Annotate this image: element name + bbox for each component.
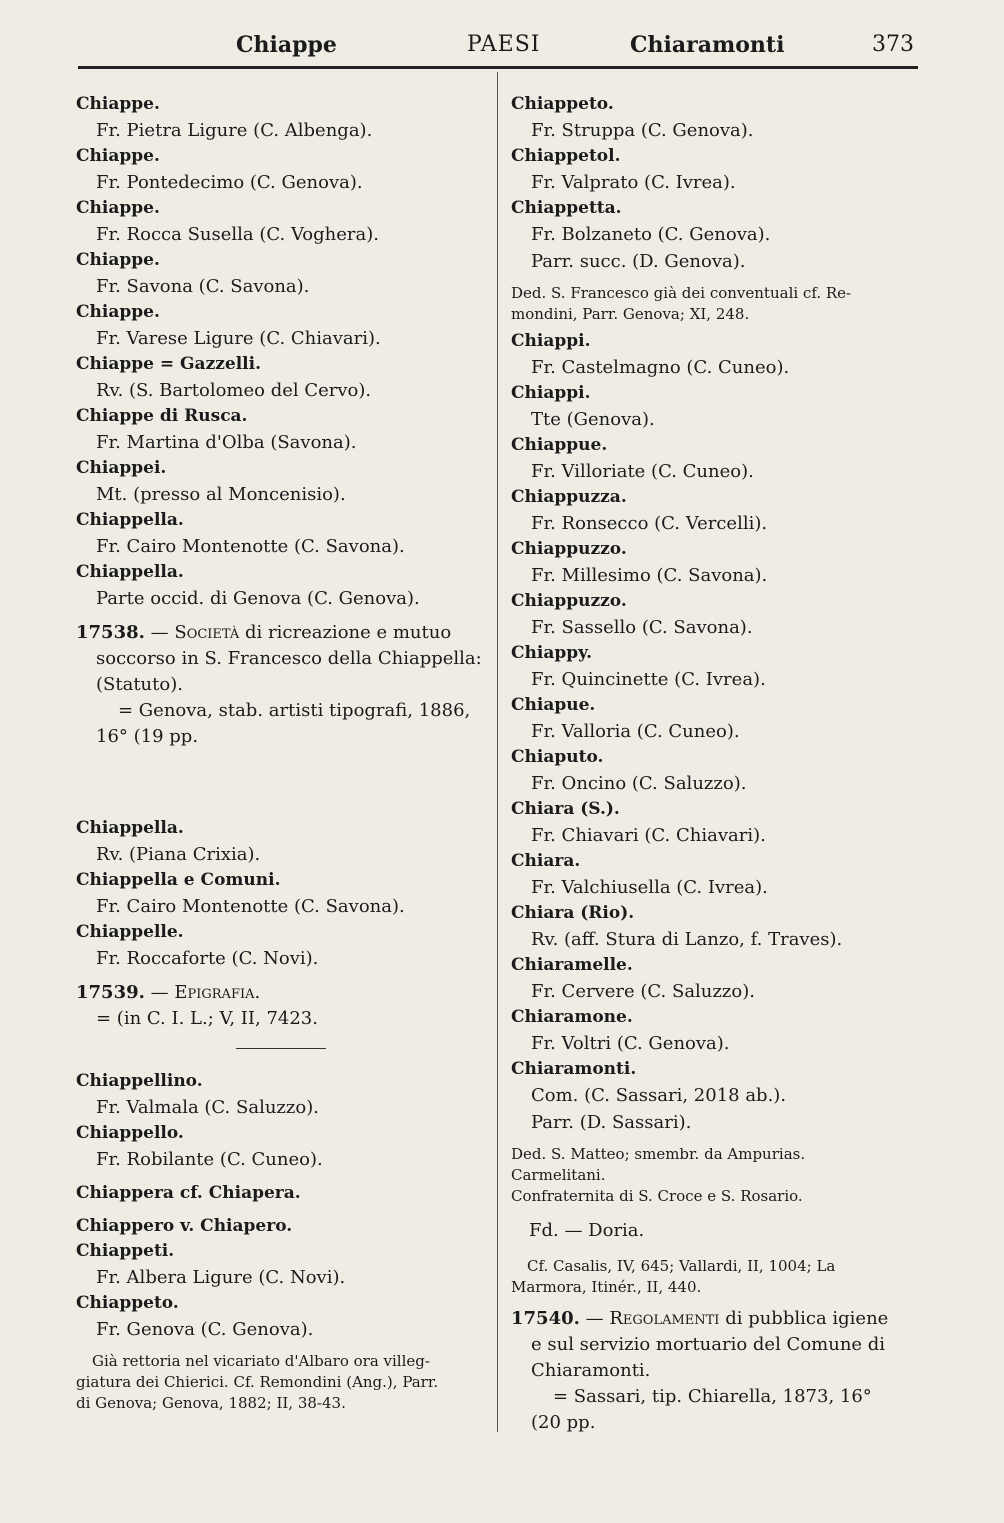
entry-note: [511, 1144, 923, 1207]
bib-dash: —: [150, 982, 169, 1003]
bib-text: Chiaramonti.: [531, 1360, 651, 1381]
entry-location: Parte occid. di Genova (C. Genova).: [96, 588, 420, 609]
entry-location: Parr. succ. (D. Genova).: [531, 251, 746, 272]
bibliography-entry: [76, 620, 488, 750]
list-item: [76, 92, 488, 144]
bib-text: e sul servizio mortuario del Comune di: [531, 1334, 886, 1355]
entry-name: Chiappe.: [76, 146, 160, 166]
entry-location: Fr. Cairo Montenotte (C. Savona).: [96, 896, 405, 917]
section-separator: [236, 1048, 326, 1049]
list-item: [76, 404, 488, 456]
entry-location: Fr. Villoriate (C. Cuneo).: [531, 461, 754, 482]
bib-dash: —: [150, 622, 169, 643]
entry-location: Com. (C. Sassari, 2018 ab.).: [531, 1085, 787, 1106]
list-item: [76, 1181, 488, 1206]
entry-name: Chiappe = Gazzelli.: [76, 354, 261, 374]
entry-location: Fr. Ronsecco (C. Vercelli).: [531, 513, 768, 534]
note-line: Carmelitani.: [511, 1166, 606, 1184]
list-item: [511, 92, 923, 144]
list-item: [76, 1214, 488, 1239]
entry-location: Fr. Valmala (C. Saluzzo).: [96, 1097, 319, 1118]
entry-name: Chiappe.: [76, 302, 160, 322]
entry-name: Chiappi.: [511, 331, 591, 351]
list-item: [511, 953, 923, 1005]
list-item: [76, 560, 488, 612]
list-item: [511, 485, 923, 537]
entry-note: [511, 1256, 923, 1298]
list-item: [511, 797, 923, 849]
entry-location: Fr. Quincinette (C. Ivrea).: [531, 669, 766, 690]
bib-imprint: 16° (19 pp.: [96, 726, 199, 747]
entry-location: Fr. Varese Ligure (C. Chiavari).: [96, 328, 381, 349]
bib-label: Società: [174, 622, 240, 643]
entry-name: Chiappuzzo.: [511, 591, 627, 611]
entry-name: Chiappe.: [76, 250, 160, 270]
entry-name: Chiappuzza.: [511, 487, 627, 507]
founder-line: Fd. — Doria.: [529, 1220, 645, 1241]
entry-name: Chiappeto.: [511, 94, 614, 114]
entry-name: Chiappue.: [511, 435, 608, 455]
bibliography-entry: [511, 1306, 923, 1436]
entry-note: [511, 283, 923, 325]
entry-name: Chiaramelle.: [511, 955, 633, 975]
note-line: Cf. Casalis, IV, 645; Vallardi, II, 1004; La: [527, 1257, 836, 1275]
entry-name: Chiara (S.).: [511, 799, 620, 819]
entry-name: Chiappelle.: [76, 922, 184, 942]
entry-location: Fr. Castelmagno (C. Cuneo).: [531, 357, 790, 378]
list-item: [511, 1057, 923, 1136]
entry-name: Chiappello.: [76, 1123, 184, 1143]
list-item: [511, 1005, 923, 1057]
entry-location: Fr. Martina d'Olba (Savona).: [96, 432, 357, 453]
entry-location: Fr. Pontedecimo (C. Genova).: [96, 172, 363, 193]
entry-location: Fr. Oncino (C. Saluzzo).: [531, 773, 747, 794]
list-item: [511, 745, 923, 797]
list-item: [76, 1239, 488, 1291]
entry-name: Chiappeti.: [76, 1241, 175, 1261]
entry-name: Chiara (Rio).: [511, 903, 635, 923]
entry-location: Rv. (aff. Stura di Lanzo, f. Traves).: [531, 929, 843, 950]
bib-number: 17540.: [511, 1308, 580, 1329]
header-section-title: PAESI: [467, 32, 541, 57]
note-line: Marmora, Itinér., II, 440.: [511, 1278, 702, 1296]
bib-text: (Statuto).: [96, 674, 183, 695]
header-first-entry: Chiappe: [236, 32, 337, 58]
entry-location: Fr. Cairo Montenotte (C. Savona).: [96, 536, 405, 557]
bib-label: Epigrafia.: [174, 982, 261, 1003]
entry-name: Chiappuzzo.: [511, 539, 627, 559]
running-header: [0, 30, 1004, 64]
list-item: [76, 352, 488, 404]
bib-text: di pubblica igiene: [725, 1308, 889, 1329]
list-item: [76, 144, 488, 196]
entry-name: Chiappella.: [76, 562, 184, 582]
entry-name: Chiappe.: [76, 94, 160, 114]
entry-name: Chiaramonti.: [511, 1059, 637, 1079]
list-item: [76, 1069, 488, 1121]
list-item: [511, 433, 923, 485]
list-item: [511, 196, 923, 275]
list-item: [511, 641, 923, 693]
entry-location: Fr. Valprato (C. Ivrea).: [531, 172, 736, 193]
list-item: [76, 1121, 488, 1173]
entry-location: Fr. Savona (C. Savona).: [96, 276, 310, 297]
entry-name: Chiappeto.: [76, 1293, 179, 1313]
bib-number: 17538.: [76, 622, 145, 643]
note-line: giatura dei Chierici. Cf. Remondini (Ang.), Parr.: [76, 1373, 439, 1391]
list-item: [76, 868, 488, 920]
list-item: [511, 849, 923, 901]
list-item: [76, 1291, 488, 1343]
list-item: [76, 300, 488, 352]
bib-text: di ricreazione e mutuo: [245, 622, 452, 643]
note-line: Già rettoria nel vicariato d'Albaro ora villeg-: [92, 1352, 430, 1370]
entry-name: Chiappetta.: [511, 198, 622, 218]
left-column: [76, 92, 488, 1414]
list-item: [76, 508, 488, 560]
entry-location: Rv. (S. Bartolomeo del Cervo).: [96, 380, 372, 401]
bib-label: Regolamenti: [609, 1308, 720, 1329]
bib-imprint: = Sassari, tip. Chiarella, 1873, 16°: [553, 1386, 872, 1407]
list-item: [511, 329, 923, 381]
bib-text: = (in C. I. L.; V, II, 7423.: [96, 1008, 318, 1029]
entry-location: Fr. Albera Ligure (C. Novi).: [96, 1267, 346, 1288]
column-divider: [497, 72, 498, 1432]
entry-location: Parr. (D. Sassari).: [531, 1112, 692, 1133]
entry-location: Fr. Struppa (C. Genova).: [531, 120, 754, 141]
entry-location: Fr. Roccaforte (C. Novi).: [96, 948, 319, 969]
bib-dash: —: [585, 1308, 604, 1329]
list-item: [76, 920, 488, 972]
entry-name: Chiappe di Rusca.: [76, 406, 248, 426]
note-line: di Genova; Genova, 1882; II, 38-43.: [76, 1394, 346, 1412]
entry-name: Chiaputo.: [511, 747, 604, 767]
list-item: [76, 196, 488, 248]
list-item: [511, 537, 923, 589]
bib-imprint: (20 pp.: [531, 1412, 596, 1433]
note-line: Ded. S. Francesco già dei conventuali cf. Re-: [511, 284, 852, 302]
entry-name: Chiappetol.: [511, 146, 621, 166]
header-rule: [78, 66, 918, 69]
entry-location: Fr. Voltri (C. Genova).: [531, 1033, 730, 1054]
entry-name: Chiappellino.: [76, 1071, 203, 1091]
entry-location: Tte (Genova).: [531, 409, 655, 430]
entry-name: Chiappella.: [76, 510, 184, 530]
entry-name: Chiappera cf. Chiapera.: [76, 1183, 301, 1203]
entry-location: Fr. Cervere (C. Saluzzo).: [531, 981, 755, 1002]
list-item: [511, 693, 923, 745]
entry-location: Fr. Valchiusella (C. Ivrea).: [531, 877, 768, 898]
bib-imprint: = Genova, stab. artisti tipografi, 1886,: [118, 700, 471, 721]
list-item: [76, 816, 488, 868]
entry-location: Mt. (presso al Moncenisio).: [96, 484, 346, 505]
right-column: [511, 92, 923, 1436]
note-line: mondini, Parr. Genova; XI, 248.: [511, 305, 750, 323]
entry-name: Chiara.: [511, 851, 581, 871]
note-line: Confraternita di S. Croce e S. Rosario.: [511, 1187, 803, 1205]
entry-location: Fr. Rocca Susella (C. Voghera).: [96, 224, 379, 245]
list-item: [511, 381, 923, 433]
entry-name: Chiappella e Comuni.: [76, 870, 281, 890]
entry-name: Chiapue.: [511, 695, 596, 715]
list-item: [76, 248, 488, 300]
entry-location: Fr. Chiavari (C. Chiavari).: [531, 825, 766, 846]
entry-location: Fr. Valloria (C. Cuneo).: [531, 721, 740, 742]
entry-name: Chiappero v. Chiapero.: [76, 1216, 293, 1236]
list-item: [511, 901, 923, 953]
entry-location: Fr. Pietra Ligure (C. Albenga).: [96, 120, 373, 141]
list-item: [511, 589, 923, 641]
bibliography-entry: [76, 980, 488, 1032]
entry-location: Fr. Genova (C. Genova).: [96, 1319, 314, 1340]
entry-name: Chiaramone.: [511, 1007, 633, 1027]
entry-name: Chiappei.: [76, 458, 167, 478]
entry-name: Chiappe.: [76, 198, 160, 218]
bib-text: soccorso in S. Francesco della Chiappella:: [96, 648, 482, 669]
list-item: [76, 456, 488, 508]
entry-note: [76, 1351, 488, 1414]
bib-number: 17539.: [76, 982, 145, 1003]
page-number: 373: [872, 32, 914, 57]
entry-name: Chiappi.: [511, 383, 591, 403]
entry-location: Fr. Bolzaneto (C. Genova).: [531, 224, 771, 245]
entry-location: Fr. Millesimo (C. Savona).: [531, 565, 768, 586]
header-last-entry: Chiaramonti: [630, 32, 785, 58]
entry-location: Fr. Sassello (C. Savona).: [531, 617, 753, 638]
list-item: [511, 144, 923, 196]
entry-name: Chiappy.: [511, 643, 592, 663]
entry-location: Rv. (Piana Crixia).: [96, 844, 261, 865]
entry-name: Chiappella.: [76, 818, 184, 838]
note-line: Ded. S. Matteo; smembr. da Ampurias.: [511, 1145, 806, 1163]
entry-location: Fr. Robilante (C. Cuneo).: [96, 1149, 323, 1170]
